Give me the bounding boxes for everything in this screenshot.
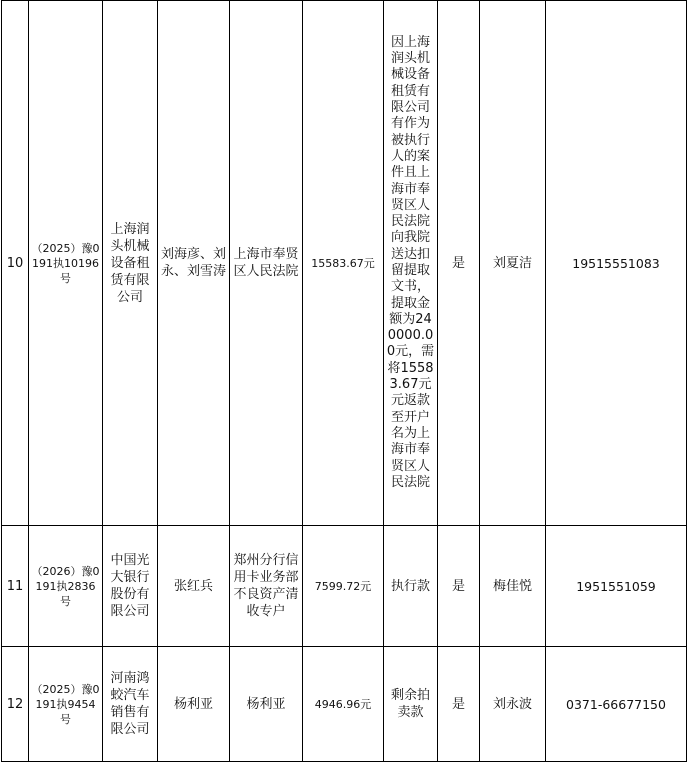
payment-reason: 因上海润头机械设备租赁有限公司有作为被执行人的案件且上海市奉贤区人民法院向我院送达扣留提取文书，提取金额为240000.00元，需将15583.67元元返款至开户名为上海市奉贤区人民法院	[384, 1, 438, 526]
amount: 4946.96元	[303, 647, 384, 762]
party-names: 杨利亚	[158, 647, 230, 762]
party-names: 刘海彦、刘永、刘雪涛	[158, 1, 230, 526]
payee-name: 郑州分行信用卡业务部不良资产清收专户	[230, 526, 303, 647]
debtor-name: 河南鸿蛟汽车销售有限公司	[103, 647, 158, 762]
judge-name: 梅佳悦	[480, 526, 546, 647]
amount: 7599.72元	[303, 526, 384, 647]
case-number: （2026）豫0191执2836号	[29, 526, 103, 647]
debtor-name: 中国光大银行股份有限公司	[103, 526, 158, 647]
table-row	[2, 647, 687, 762]
party-names: 张红兵	[158, 526, 230, 647]
amount: 15583.67元	[303, 1, 384, 526]
phone-number: 19515551083	[546, 1, 687, 526]
row-number: 12	[2, 647, 29, 762]
judge-name: 刘永波	[480, 647, 546, 762]
payment-reason: 执行款	[384, 526, 438, 647]
payee-name: 上海市奉贤区人民法院	[230, 1, 303, 526]
flag: 是	[438, 647, 480, 762]
phone-number: 1951551059	[546, 526, 687, 647]
case-number: （2025）豫0191执10196号	[29, 1, 103, 526]
phone-number: 0371-66677150	[546, 647, 687, 762]
row-number: 11	[2, 526, 29, 647]
row-number: 10	[2, 1, 29, 526]
case-number: （2025）豫0191执9454号	[29, 647, 103, 762]
table-row	[2, 526, 687, 647]
case-table	[1, 0, 687, 762]
flag: 是	[438, 526, 480, 647]
payee-name: 杨利亚	[230, 647, 303, 762]
payment-reason: 剩余拍卖款	[384, 647, 438, 762]
table-row	[2, 1, 687, 526]
judge-name: 刘夏洁	[480, 1, 546, 526]
flag: 是	[438, 1, 480, 526]
debtor-name: 上海润头机械设备租赁有限公司	[103, 1, 158, 526]
